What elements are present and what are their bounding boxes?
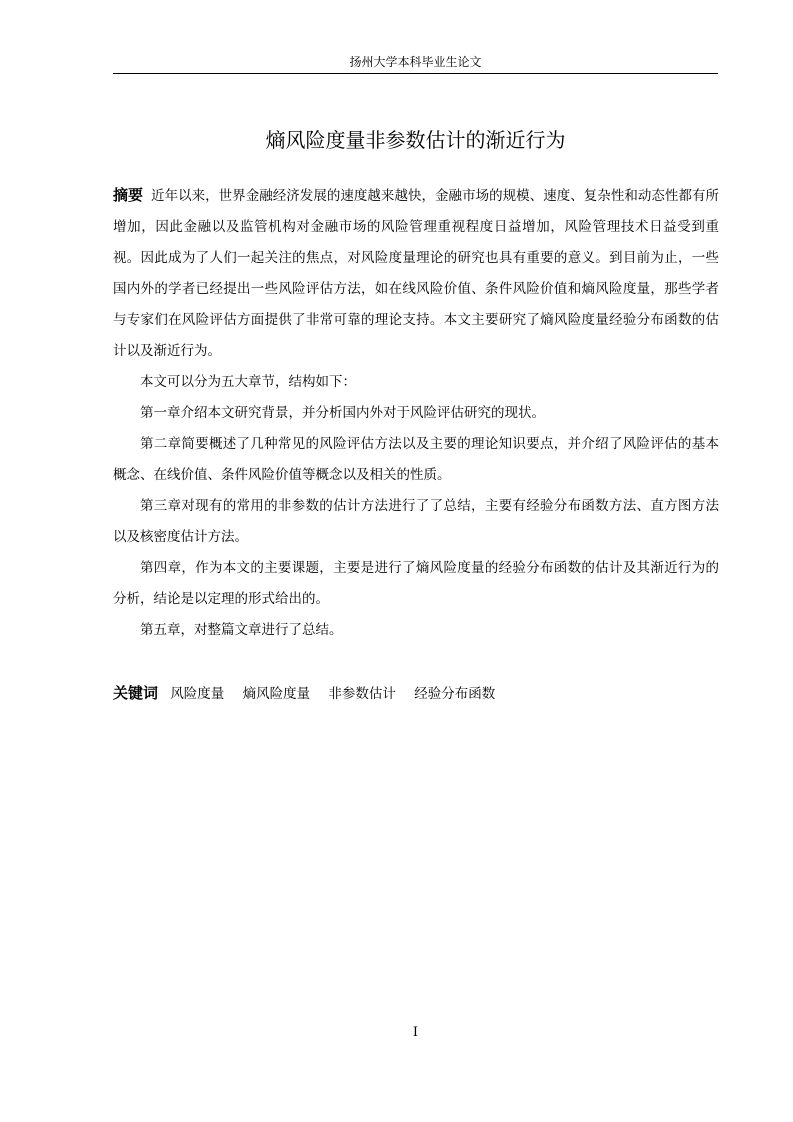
abstract-text: 近年以来，世界金融经济发展的速度越来越快，金融市场的规模、速度、复杂性和动态性都有所增加，因此金融以及监管机构对金融市场的风险管理重视程度日益增加，风险管理技术日益受到重视。因此成为了人们一起关注的焦点，对风险度量理论的研究也具有重要的意义。到目前为止，一些国内外的学者已经提出一些风险评估方法，如在线风险价值、条件风险价值和熵风险度量，那些学者与专家们在风险评估方面提供了非常可靠的理论支持。本文主要研究了熵风险度量经验分布函数的估计以及渐近行为。 xyxy=(113,188,719,359)
abstract-section xyxy=(113,180,719,646)
keyword-item: 经验分布函数 xyxy=(414,686,496,702)
chapter-4-paragraph: 第四章，作为本文的主要课题，主要是进行了熵风险度量的经验分布函数的估计及其渐近行为的分析，结论是以定理的形式给出的。 xyxy=(113,560,719,607)
keyword-item: 熵风险度量 xyxy=(242,686,311,702)
header-divider xyxy=(113,73,718,74)
abstract-paragraph xyxy=(113,180,719,367)
keyword-item: 风险度量 xyxy=(170,686,225,702)
structure-intro-paragraph: 本文可以分为五大章节，结构如下： xyxy=(140,374,356,390)
keyword-item: 非参数估计 xyxy=(328,686,396,702)
running-header: 扬州大学本科毕业生论文 xyxy=(349,55,482,69)
page-number: I xyxy=(412,1025,419,1040)
paper-title: 熵风险度量非参数估计的渐近行为 xyxy=(265,128,566,152)
chapter-1-paragraph: 第一章介绍本文研究背景，并分析国内外对于风险评估研究的现状。 xyxy=(140,405,545,421)
keywords-label: 关键词 xyxy=(113,684,159,702)
keywords-line xyxy=(113,678,719,710)
abstract-label: 摘要 xyxy=(113,186,144,204)
chapter-5-paragraph: 第五章，对整篇文章进行了总结。 xyxy=(140,622,343,638)
chapter-2-paragraph: 第二章简要概述了几种常见的风险评估方法以及主要的理论知识要点，并介绍了风险评估的基本概念、在线价值、条件风险价值等概念以及相关的性质。 xyxy=(113,436,719,483)
chapter-3-paragraph: 第三章对现有的常用的非参数的估计方法进行了了总结，主要有经验分布函数方法、直方图方法以及核密度估计方法。 xyxy=(113,498,719,545)
